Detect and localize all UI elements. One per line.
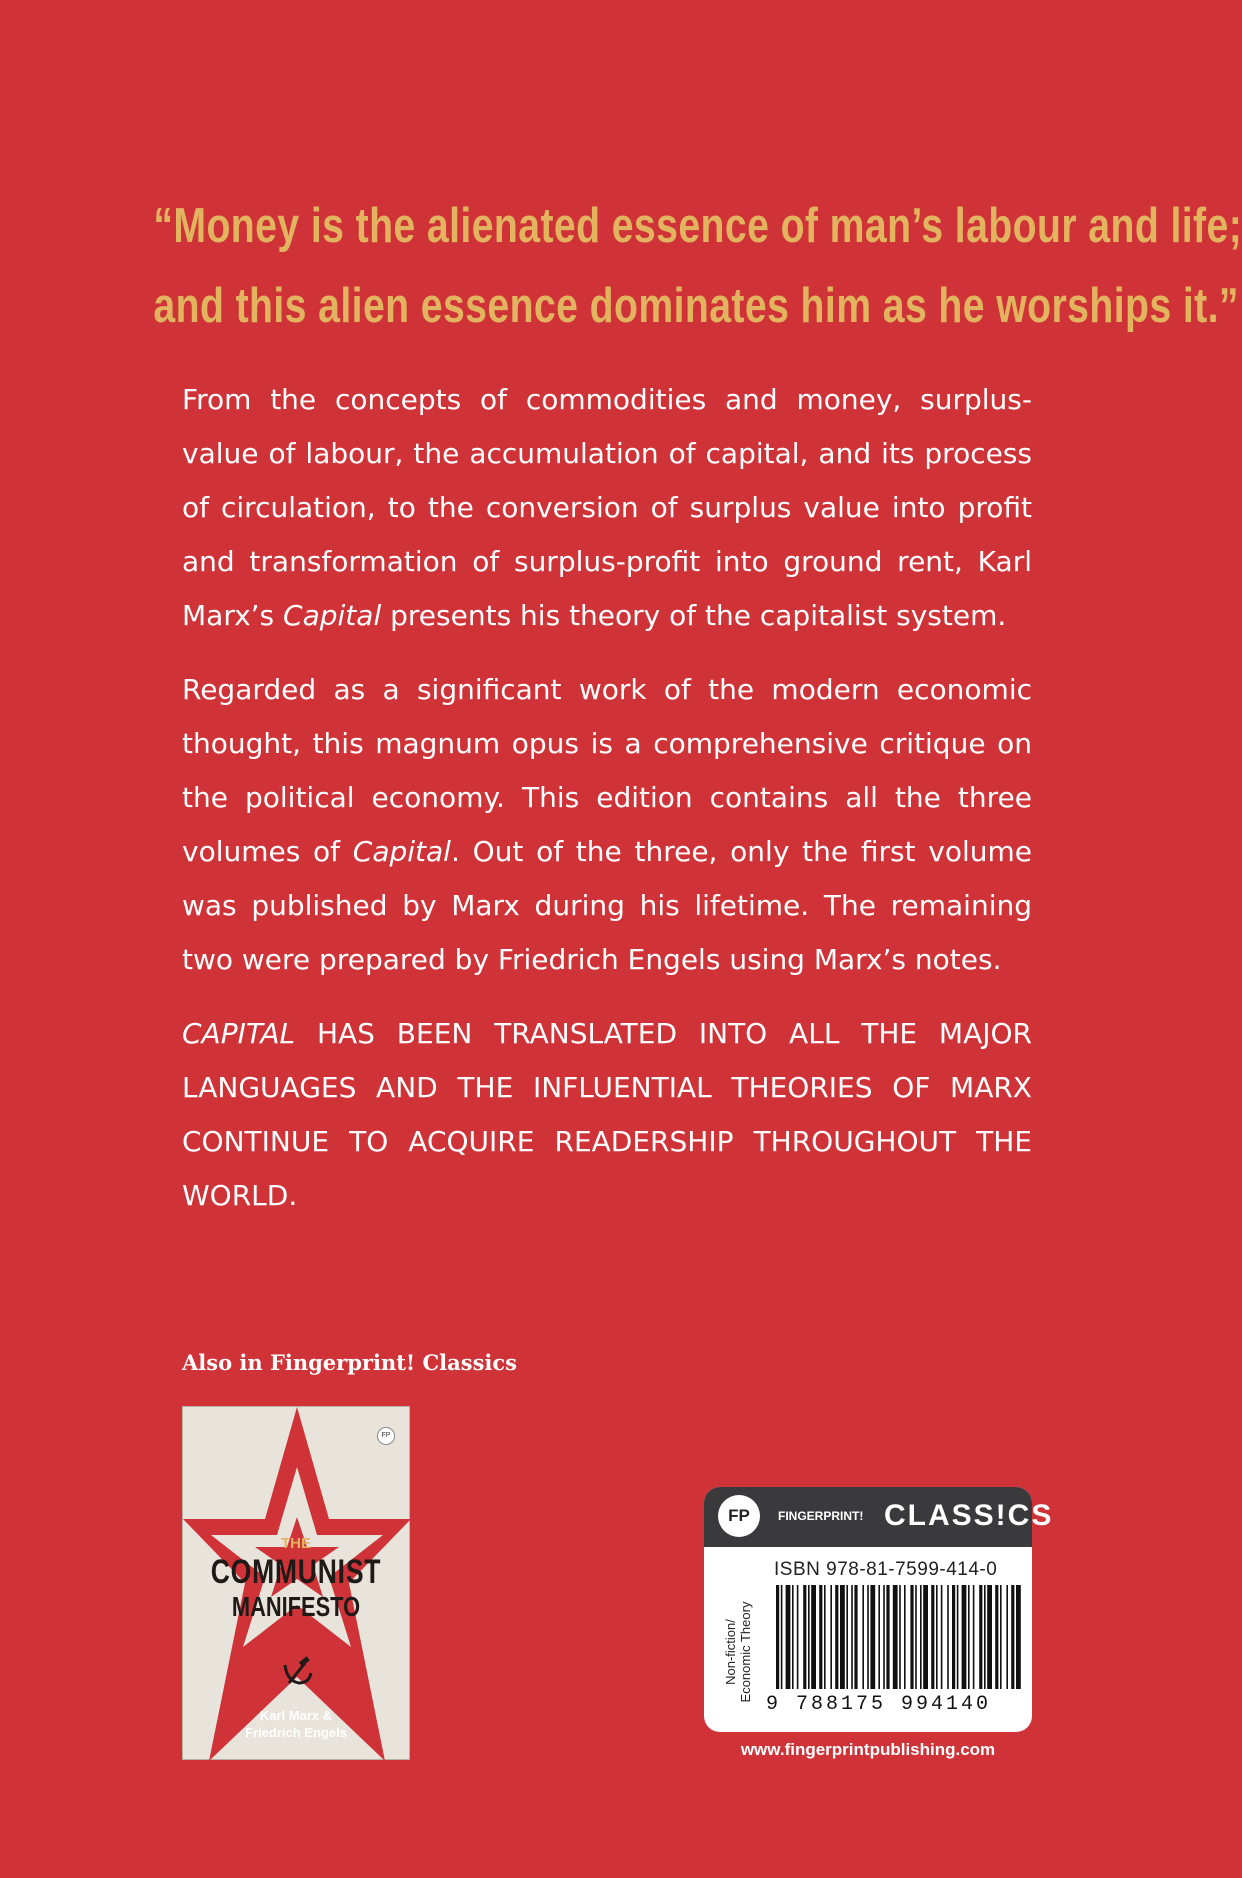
blurb (182, 373, 1032, 1243)
barcode-bar (931, 1585, 934, 1689)
barcode-bar (870, 1585, 875, 1689)
publisher-banner (704, 1487, 1054, 1547)
barcode-bar (947, 1585, 949, 1689)
cover-authors: Karl Marx & Friedrich Engels (245, 1708, 347, 1740)
barcode-bar (984, 1585, 986, 1689)
barcode-bar (835, 1585, 838, 1689)
book-title-italic: CAPITAL (182, 1017, 296, 1050)
related-book-cover[interactable] (182, 1406, 410, 1760)
barcode-bar (910, 1585, 913, 1689)
barcode-bar (962, 1585, 967, 1689)
barcode-panel (704, 1487, 1054, 1732)
barcode-bar (862, 1585, 864, 1689)
brand-name: FINGERPRINT! (778, 1509, 864, 1523)
barcode-bar (819, 1585, 822, 1689)
barcode-bar (776, 1585, 779, 1689)
blurb-text: HAS BEEN TRANSLATED INTO ALL THE MAJOR LANGUAGES AND THE INFLUENTIAL THEORIES OF MARX CONTINUE TO ACQUIRE READERSHIP THROUGHOUT THE WORLD. (182, 1017, 1032, 1212)
cover-title-line-1: COMMUNIST (210, 1553, 382, 1591)
barcode-bar (878, 1585, 880, 1689)
pull-quote (153, 186, 1242, 346)
barcode-bar (830, 1585, 832, 1689)
pull-quote-line-1: “Money is the alienated essence of man’s labour and life; (153, 199, 1242, 253)
publisher-logo-icon: FP (377, 1427, 395, 1445)
barcode-bar (851, 1585, 853, 1689)
barcode-bar (811, 1585, 816, 1689)
barcode-bar (968, 1585, 970, 1689)
barcode-bar (904, 1585, 906, 1689)
barcode-bar (893, 1585, 898, 1689)
blurb-paragraph-3 (182, 1007, 1032, 1223)
barcode-icon (774, 1585, 1024, 1691)
blurb-text: From the concepts of commodities and money, surplus-value of labour, the accumulation of capital, and its process of circulation, to the conversion of surplus value into profit and transformation of surplus-profit into ground rent, Karl Marx’s (182, 383, 1032, 632)
barcode-bar (797, 1585, 799, 1689)
barcode-bar (803, 1585, 806, 1689)
barcode-bar (840, 1585, 845, 1689)
barcode-bar (781, 1585, 783, 1689)
blurb-text: presents his theory of the capitalist system. (381, 599, 1007, 632)
barcode-bar (786, 1585, 791, 1689)
barcode-bar (973, 1585, 975, 1689)
barcode-bar (995, 1585, 998, 1689)
barcode-bar (952, 1585, 955, 1689)
category-label (718, 1587, 758, 1717)
blurb-paragraph-2 (182, 663, 1032, 987)
book-title-italic: Capital (283, 599, 382, 632)
barcode-digits: 9 788175 994140 (766, 1693, 992, 1716)
barcode-bar (808, 1585, 810, 1689)
blurb-text: Regarded as a significant work of the modern economic thought, this magnum opus is a comprehensive critique on the political economy. This edition contains all the three volumes of (182, 673, 1032, 868)
category-text: Non-fiction/ Economic Theory (723, 1601, 753, 1703)
barcode-bar (792, 1585, 794, 1689)
barcode-bar (1006, 1585, 1008, 1689)
barcode-bar (886, 1585, 889, 1689)
barcode-bar (1011, 1585, 1014, 1689)
book-title-italic: Capital (352, 835, 451, 868)
blurb-text: . Out of the three, only the first volume was published by Marx during his lifetime. The remaining two were prepared by Friedrich Engels using Marx’s notes. (182, 835, 1032, 976)
isbn-number: ISBN 978-81-7599-414-0 (774, 1559, 998, 1580)
also-in-heading: Also in Fingerprint! Classics (182, 1350, 517, 1375)
fingerprint-logo-icon: FP (718, 1495, 760, 1537)
pull-quote-line-2: and this alien essence dominates him as he worships it.” (153, 279, 1239, 333)
barcode-bar (923, 1585, 928, 1689)
barcode-bar (979, 1585, 982, 1689)
blurb-paragraph-1 (182, 373, 1032, 643)
barcode-bar (1000, 1585, 1002, 1689)
barcode-bar (883, 1585, 885, 1689)
barcode-bar (854, 1585, 857, 1689)
publisher-website-link[interactable]: www.fingerprintpublishing.com (740, 1740, 996, 1759)
barcode-bar (936, 1585, 938, 1689)
barcode-bar (915, 1585, 917, 1689)
barcode-bar (987, 1585, 992, 1689)
barcode-bar (941, 1585, 943, 1689)
cover-title-line-2: MANIFESTO (231, 1591, 361, 1622)
series-name: CLASS!CS (884, 1499, 1054, 1532)
barcode-bar (867, 1585, 869, 1689)
cover-title-article: THE (281, 1535, 311, 1552)
barcode-bar (899, 1585, 901, 1689)
barcode-bar (846, 1585, 848, 1689)
barcode-bar (920, 1585, 922, 1689)
barcode-bar (1016, 1585, 1021, 1689)
barcode-bar (824, 1585, 826, 1689)
barcode-bar (957, 1585, 959, 1689)
